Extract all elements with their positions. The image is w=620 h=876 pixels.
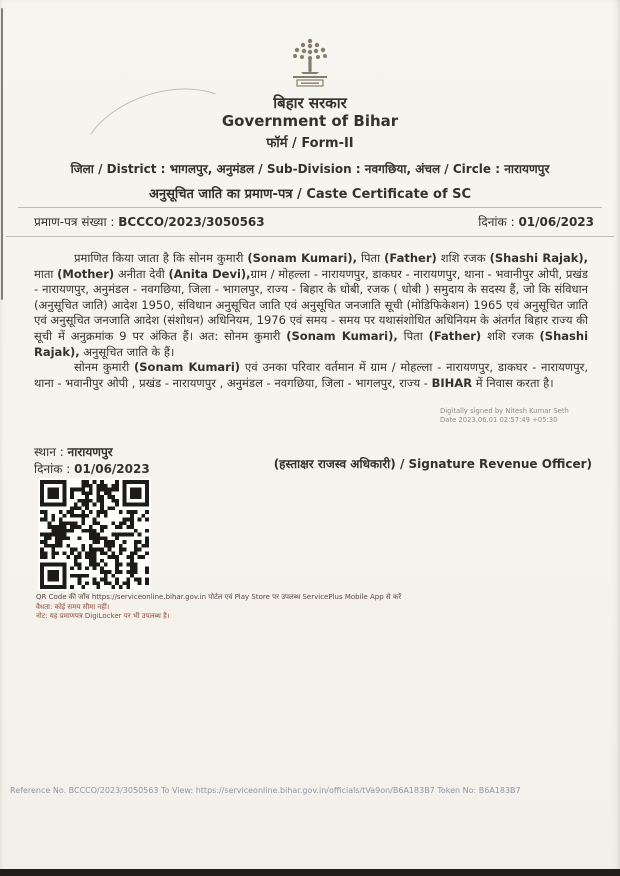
digital-signature-stamp bbox=[440, 407, 610, 425]
date-line: दिनांक : 01/06/2023 bbox=[34, 462, 150, 476]
divider-under-meta bbox=[6, 236, 614, 237]
place-line: स्थान : नारायणपुर bbox=[34, 445, 113, 459]
certificate-body-paragraph: प्रमाणित किया जाता है कि सोनम कुमारी (Sonam Kumari), पिता (Father) शशि रजक (Shashi Rajak), माता (Mother) अनीता देवी (Anita Devi),ग्राम / मोहल्ला - नारायणपुर, डाकघर - नारायणपुर, थाना - भवानीपुर ओपी, प्रखंड - नारायणपुर, अनुमंडल - नवगछिया, जिला - भागलपुर, राज्य - बिहार के धोबी, रजक ( धोबी ) समुदाय के सदस्य हैं, जो कि संविधान (अनुसूचित जाति) आदेश 1950, संविधान अनुसूचित जाति एवं अनुसूचित जनजाति सूची (मोडिफिकेशन) 1965 एवं अनुसूचित जाति एवं अनुसूचित जनजाति आदेश (संशोधन) अधिनियम, 1976 एवं समय - समय पर यथासंशोधित अधिनियम के अंतर्गत बिहार राज्य की सूची में अनुक्रमांक 9 पर अंकित हैं। अत: सोनम कुमारी (Sonam Kumari), पिता (Father) शशि रजक (Shashi Rajak), अनुसूचित जाति के हैं। bbox=[34, 251, 589, 359]
government-title: Government of Bihar bbox=[221, 112, 399, 130]
residence-paragraph: सोनम कुमारी (Sonam Kumari) एवं उनका परिवार वर्तमान में ग्राम / मोहल्ला - नारायणपुर, डाकघर - नारायणपुर, थाना - भवानीपुर ओपी , प्रखंड - नारायणपुर , अनुमंडल - नवगछिया, जिला - भागलपुर, राज्य - BIHAR में निवास करता है। bbox=[34, 360, 588, 390]
divider-under-title bbox=[18, 207, 602, 208]
issue-date: दिनांक : 01/06/2023 bbox=[478, 215, 594, 229]
bihar-emblem-icon bbox=[0, 34, 620, 88]
certificate-number: प्रमाण-पत्र संख्या : BCCCO/2023/3050563 bbox=[34, 215, 265, 229]
certificate-meta-row bbox=[34, 213, 594, 230]
state-name-hindi: बिहार सरकार bbox=[273, 94, 347, 112]
revenue-officer-signature-label: (हस्ताक्षर राजस्व अधिकारी) / Signature Revenue Officer) bbox=[273, 457, 592, 471]
qr-code bbox=[38, 478, 151, 591]
digital-signature-line1: Digitally signed by Nitesh Kumar Seth bbox=[440, 407, 569, 415]
certificate-title: अनुसूचित जाति का प्रमाण-पत्र / Caste Certificate of SC bbox=[148, 187, 472, 202]
qr-caption-validity: वैधता: कोई समय सीमा नहीं। bbox=[36, 603, 110, 611]
reference-footer-line: Reference No. BCCCO/2023/3050563 To View: https://serviceonline.bihar.gov.in/officials/tVa9on/B6A183B7 Token No: B6A183B7 bbox=[10, 786, 521, 795]
form-number: फॉर्म / Form-II bbox=[266, 136, 354, 151]
district-line: जिला / District : भागलपुर, अनुमंडल / Sub-Division : नवगछिया, अंचल / Circle : नारायणपुर bbox=[70, 162, 550, 176]
qr-caption-verify: QR Code की जाँच https://serviceonline.bihar.gov.in पोर्टल एवं Play Store पर उपलब्ध ServicePlus Mobile App से करें bbox=[36, 593, 402, 601]
qr-caption-digilocker: नोट: यह प्रमाणपत्र DigiLocker पर भी उपलब्ध है। bbox=[36, 612, 170, 620]
digital-signature-line2: Date 2023.06.01 02:57:49 +05:30 bbox=[440, 416, 558, 424]
scan-edge-bottom bbox=[0, 869, 620, 876]
